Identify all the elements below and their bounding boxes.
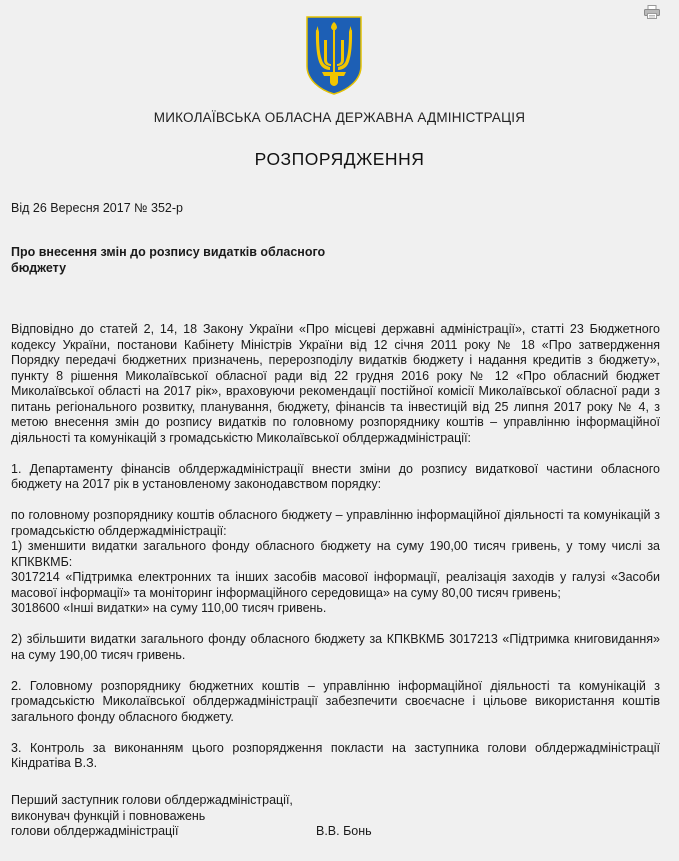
subject-line-2: бюджету <box>11 260 67 275</box>
preamble-paragraph: Відповідно до статей 2, 14, 18 Закону України «Про місцеві державні адміністрації», статті 23 Бюджетного кодексу України, постанови Кабінету Міністрів України від 12 січня 2011 року № 18 «Про затвердження Порядку передачі бюджетних призначень, перерозподілу видатків бюджету і надання кредитів з бюджету», пункту 8 рішення Миколаївської обласної ради від 22 грудня 2016 року № 12 «Про обласний бюджет Миколаївської області на 2017 рік», враховуючи рекомендації постійної комісії Миколаївської обласної ради з питань регіонального розвитку, планування, бюджету, фінансів та інвестицій від 25 липня 2017 року № 4, з метою внесення змін до розпису видатків по головному розпоряднику коштів – управлінню інформаційної діяльності та комунікацій з громадськістю Миколаївської облдержадміністрації: <box>11 322 660 445</box>
item-2-paragraph: 2. Головному розпоряднику бюджетних коштів – управлінню інформаційної діяльності та комунікацій з громадськістю Миколаївської облдержадміністрації забезпечити своєчасне і цільове використання коштів загального фонду обласного бюджету. <box>11 678 660 724</box>
item-1-subitem-1-b: 3018600 «Інші видатки» на суму 110,00 тисяч гривень. <box>11 601 327 615</box>
signature-block <box>11 793 511 840</box>
item-1-subitem-2: 2) збільшити видатки загального фонду обласного бюджету за КПКВКМБ 3017213 «Підтримка книговидання» на суму 190,00 тисяч гривень. <box>11 632 660 662</box>
signature-line-1: Перший заступник голови облдержадміністрації, <box>11 793 293 807</box>
organization-name: МИКОЛАЇВСЬКА ОБЛАСНА ДЕРЖАВНА АДМІНІСТРАЦІЯ <box>153 110 526 125</box>
document-body <box>11 322 660 772</box>
signature-line-2: виконувач функцій і повноважень <box>11 808 206 823</box>
document-type-title: РОЗПОРЯДЖЕННЯ <box>254 149 425 169</box>
coat-of-arms-icon <box>304 14 364 96</box>
document-subject <box>11 245 371 276</box>
item-1-intro-paragraph: по головному розпоряднику коштів обласного бюджету – управлінню інформаційної діяльності та комунікацій з громадськістю облдержадміністрації: <box>11 508 660 538</box>
subject-line-1: Про внесення змін до розпису видатків обласного <box>11 245 326 259</box>
item-3-paragraph: 3. Контроль за виконанням цього розпорядження покласти на заступника голови облдержадміністрації Кіндратіва В.З. <box>11 740 660 770</box>
document-date-number: Від 26 Вересня 2017 № 352-р <box>11 201 183 215</box>
item-1-paragraph: 1. Департаменту фінансів облдержадміністрації внести зміни до розпису видаткової частини обласного бюджету на 2017 рік в установленому законодавством порядку: <box>11 461 660 491</box>
signatory-name: В.В. Бонь <box>316 824 372 838</box>
signature-line-3: голови облдержадміністрації <box>11 824 179 838</box>
printer-icon[interactable] <box>644 5 660 19</box>
item-1-subitem-1: 1) зменшити видатки загального фонду обласного бюджету на суму 190,00 тисяч гривень, у тому числі за КПКВКМБ: <box>11 539 660 569</box>
item-1-subitem-1-a: 3017214 «Підтримка електронних та інших засобів масової інформації, реалізація заходів у галузі «Засоби масової інформації» та моніторинг інформаційного середовища» на суму 80,00 тисяч гривень; <box>11 570 660 600</box>
